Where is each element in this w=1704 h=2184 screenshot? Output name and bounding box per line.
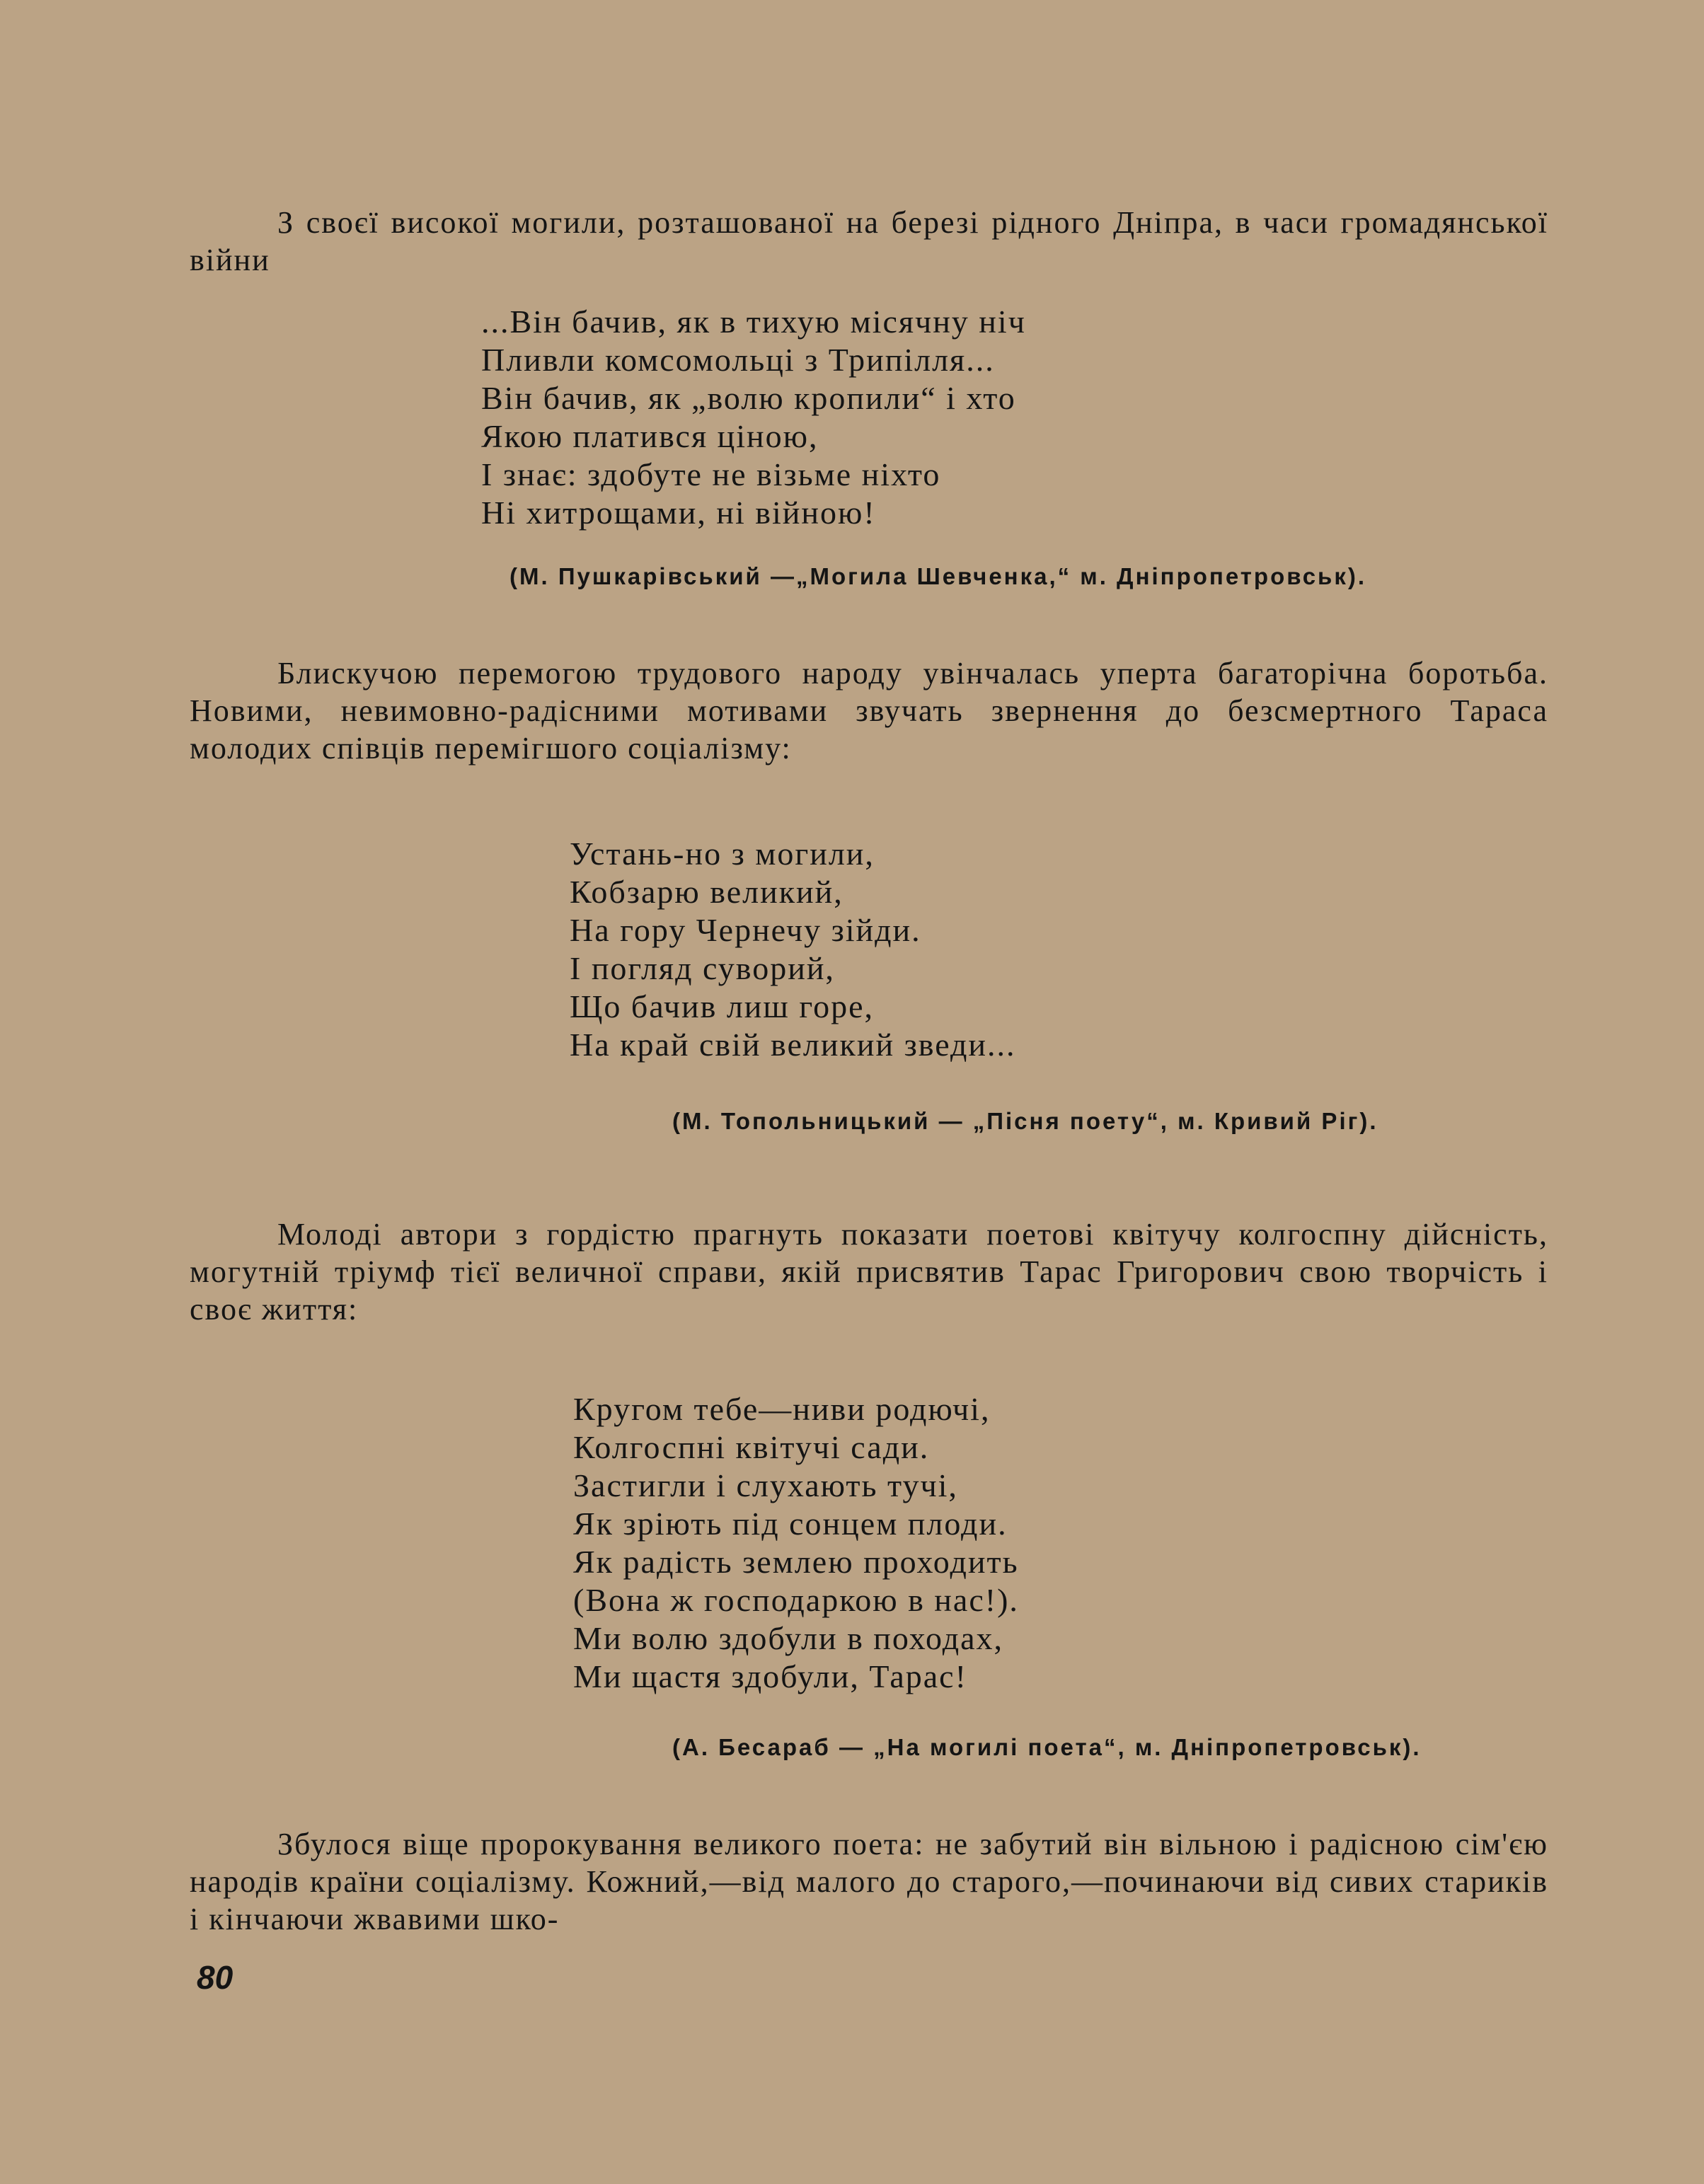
paragraph-text: Блискучою перемогою трудового народу увінчалась уперта багаторічна боротьба. Новими, невимовно-радісними мотивами звучать звернення до безсмертного Тараса молодих співців перемігшого соціалізму: — [190, 656, 1548, 765]
poem-line: (Вона ж господаркою в нас!). — [573, 1582, 1019, 1618]
poem-line: Що бачив лиш горе, — [570, 988, 874, 1024]
poem-line: На гору Чернечу зійди. — [570, 912, 921, 948]
poem-line: На край свій великий зведи... — [570, 1027, 1016, 1063]
poem-line: І знає: здобуте не візьме ніхто — [481, 456, 941, 492]
poem-line: Пливли комсомольці з Трипілля... — [481, 342, 995, 378]
paragraph-2 — [190, 654, 1548, 767]
poem-line: Колгоспні квітучі сади. — [573, 1429, 930, 1465]
poem-line: Устань-но з могили, — [570, 836, 875, 872]
poem-line: Кобзарю великий, — [570, 874, 844, 910]
paragraph-text: Молоді автори з гордістю прагнуть показати поетові квітучу колгоспну дійсність, могутній тріумф тієї величної справи, якій присвятив Тарас Григорович свою творчість і своє життя: — [190, 1217, 1548, 1327]
paragraph-text: З своєї високої могили, розташованої на березі рідного Дніпра, в часи громадянської війни — [190, 205, 1548, 277]
poem-2 — [570, 835, 1016, 1064]
paragraph-1 — [190, 204, 1548, 279]
poem-2-source: (М. Топольницький — „Пісня поету“, м. Кривий Ріг). — [672, 1108, 1378, 1134]
paragraph-text: Збулося віще пророкування великого поета: не забутий він вільною і радісною сім'єю народів країни соціалізму. Кожний,—від малого до старого,—починаючи від сивих стариків і кінчаючи жвавими шко- — [190, 1827, 1548, 1936]
poem-3-source: (А. Бесараб — „На могилі поета“, м. Дніпропетровськ). — [672, 1734, 1422, 1760]
poem-line: Ні хитрощами, ні війною! — [481, 495, 876, 531]
poem-3 — [573, 1390, 1019, 1696]
page-number: 80 — [197, 1959, 234, 1996]
poem-line: Ми щастя здобули, Тарас! — [573, 1658, 967, 1694]
paragraph-4 — [190, 1825, 1548, 1938]
poem-1-source: (М. Пушкарівський —„Могила Шевченка,“ м. Дніпропетровськ). — [510, 563, 1367, 589]
poem-line: Якою платився ціною, — [481, 418, 819, 454]
poem-line: Він бачив, як „волю кропили“ і хто — [481, 380, 1016, 416]
poem-line: Як радість землею проходить — [573, 1544, 1019, 1580]
poem-line: Як зріють під сонцем плоди. — [573, 1506, 1008, 1542]
poem-line: ...Він бачив, як в тихую місячну ніч — [481, 304, 1026, 340]
poem-line: Кругом тебе—ниви родючі, — [573, 1391, 991, 1427]
poem-line: І погляд суворий, — [570, 950, 835, 986]
poem-1 — [481, 303, 1026, 532]
poem-line: Ми волю здобули в походах, — [573, 1620, 1004, 1656]
poem-line: Застигли і слухають тучі, — [573, 1467, 958, 1503]
paragraph-3 — [190, 1215, 1548, 1328]
